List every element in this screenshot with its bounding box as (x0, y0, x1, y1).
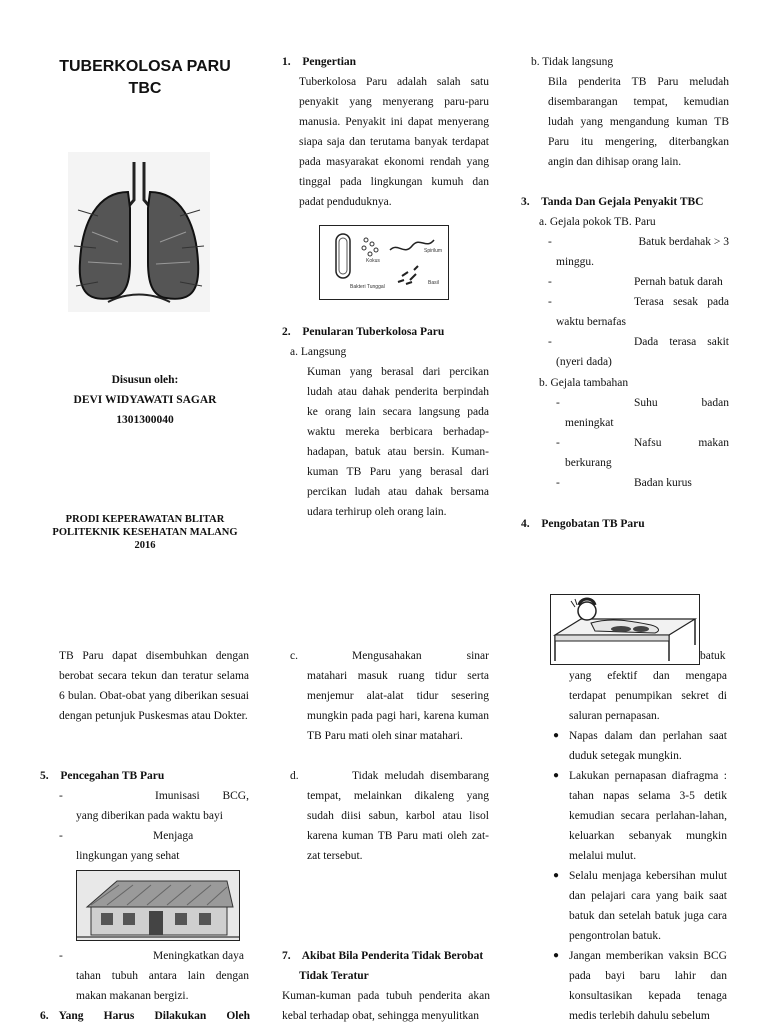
section3-sub-a-label: a. Gejala pokok TB. Paru (539, 216, 656, 228)
prevention-item-line2: lingkungan yang sehat (76, 850, 180, 862)
symptom-item: - Pernah batuk darah (548, 272, 729, 292)
prevention-item-line1: Imunisasi BCG, (155, 790, 249, 802)
section4-continuation: TB Paru dapat disembuhkan dengan berobat secara tekun dan teratur selama 6 bulan. Obat-obat yang diberikan sesuai dengan petunjuk Puskesmas atau Dokter. (59, 650, 249, 722)
bacteria-label-tunggal: Bakteri Tunggal (350, 284, 385, 290)
symptom-item-line1: Terasa sesak pada (634, 296, 729, 308)
prevention-item-line1: Menjaga (153, 830, 194, 842)
symptom-item-line1: Dada terasa sakit (634, 336, 729, 348)
section1-text: Tuberkolosa Paru adalah salah satu penyakit yang menyerang paru-paru manusia. Penyakit ini dapat menyerang siapa saja dan terutama banyak terdapat pada masyarakat ekonomi rendah yang tinggal pada lingkungan kumuh dan padat penduduknya. (299, 76, 489, 208)
symptom-extra-line2: meningkat (565, 417, 614, 429)
cover-title (40, 56, 250, 100)
house-sketch-icon (76, 870, 240, 941)
bacteria-label-basil: Basil (428, 280, 439, 286)
section2-sub-b-text: Bila penderita TB Paru meludah disembarangan tempat, kemudian ludah yang mengandung kuman TB Paru itu mengering, diterbangkan angin dan dihisap orang lain. (548, 76, 729, 168)
advice-list (553, 726, 727, 1026)
symptom-extra-item: - Badan kurus (556, 473, 729, 493)
section5-heading (40, 766, 250, 786)
cover-credits (40, 370, 250, 430)
prevention-c-label: c. (290, 650, 298, 662)
prevention-d (290, 766, 490, 866)
cover-title-line1: TUBERKOLOSA PARU (59, 58, 231, 75)
section7-title-line1: Akibat Bila Penderita Tidak Berobat (301, 950, 484, 962)
advice-item-text: Napas dalam dan perlahan saat duduk setegak mungkin. (569, 730, 727, 762)
prevention-item-line1: Meningkatkan daya (153, 950, 245, 962)
section5-title: Pencegahan TB Paru (60, 770, 165, 782)
section7-text: Kuman-kuman pada tubuh penderita akan kebal terhadap obat, sehingga menyulitkan (282, 990, 490, 1022)
section3-b-list (556, 393, 729, 493)
section3-heading (521, 192, 736, 212)
section7-title-line2: Tidak Teratur (299, 970, 369, 982)
section1-title: Pengertian (302, 56, 357, 68)
prevention-item-line2: yang diberikan pada waktu bayi (76, 810, 223, 822)
batuk-word: batuk (700, 650, 726, 662)
prevention-c-text: Mengusahakan sinar matahari masuk ruang tidur serta menjemur alat-alat tidur sesering mungkin pada pagi hari, karena kuman TB Paru mati oleh sinar matahari. (307, 650, 489, 742)
section3-number: 3. (521, 196, 530, 208)
advice-item-text: Jangan memberikan vaksin BCG pada bayi baru lahir dan konsultasikan kepada tenaga medis terlebih dahulu sebelum (569, 950, 727, 1022)
section5-number: 5. (40, 770, 49, 782)
section3-a-list (548, 232, 729, 372)
symptom-item: - Batuk berdahak > 3 minggu. (548, 232, 729, 272)
symptom-item-line1: Batuk berdahak > 3 (638, 236, 729, 248)
symptom-extra-item: - Nafsu makan berkurang (556, 433, 729, 473)
section2-sub-a-text: Kuman yang berasal dari percikan ludah atau dahak penderita berpindah ke orang lain secara langsung pada waktu mereka berbicara berhadap-hadapan, batuk atau bersin. Kuman-kuman TB Paru yang berasal dari percikan ludah atau dahak bersama udara terhirup oleh orang lain. (307, 366, 489, 518)
prepared-by-label: Disusun oleh: (111, 374, 179, 386)
section3-sub-b-label: b. Gejala tambahan (539, 377, 629, 389)
advice-item: ● Jangan memberikan vaksin BCG pada bayi baru lahir dan konsultasikan kepada tenaga medis terlebih dahulu sebelum (553, 946, 727, 1026)
prevention-item-line2: tahan tubuh antara lain dengan makan makanan bergizi. (76, 970, 249, 1002)
section6-title: Yang Harus Dilakukan Oleh (58, 1010, 250, 1022)
symptom-item-line1: Pernah batuk darah (634, 276, 723, 288)
bacteria-label-kokus: Kokus (366, 258, 380, 264)
symptom-extra-word2: badan (701, 397, 729, 409)
prevention-d-text: Tidak meludah disembarang tempat, melainkan dikaleng yang sudah diisi sabun, karbol atau lisol karena kuman TB Paru mati oleh zat-zat tersebut. (307, 770, 489, 862)
symptom-item: - Dada terasa sakit (nyeri dada) (548, 332, 729, 372)
batuk-continuation: yang efektif dan mengapa terdapat penumpikan sekret di saluran pernapasan. (569, 670, 727, 722)
patient-in-bed-icon (550, 594, 700, 665)
advice-item: ● Napas dalam dan perlahan saat duduk setegak mungkin. (553, 726, 727, 766)
section6-number: 6. (40, 1010, 49, 1022)
symptom-item-line2: waktu bernafas (556, 316, 626, 328)
section7-number: 7. (282, 950, 291, 962)
section2-title: Penularan Tuberkolosa Paru (302, 326, 445, 338)
section4-number: 4. (521, 518, 530, 530)
section1-heading (282, 52, 492, 72)
advice-item: ● Selalu menjaga kebersihan mulut dan pelajari cara yang baik saat batuk dan setelah batuk juga cara pengontrolan batuk. (553, 866, 727, 946)
cover-institution (40, 513, 250, 552)
advice-item: ● Lakukan pernapasan diafragma : tahan napas selama 3-5 detik kemudian secara perlahan-lahan, keluarkan sebanyak mungkin melalui mulut. (553, 766, 727, 866)
prevention-item: - Imunisasi BCG, yang diberikan pada waktu bayi - Menjaga lingkungan yang sehat (59, 786, 249, 866)
section2-sub-b-label: b. Tidak langsung (531, 56, 614, 68)
section1-number: 1. (282, 56, 291, 68)
cover-year: 2016 (134, 540, 156, 551)
prevention-c (290, 646, 490, 746)
bacteria-shapes-icon (319, 225, 449, 300)
section2-heading (282, 322, 492, 342)
symptom-item-line2: minggu. (556, 256, 595, 268)
student-id: 1301300040 (116, 414, 174, 426)
bacteria-label-spirilum: Spirilum (424, 248, 443, 254)
section3-title: Tanda Dan Gejala Penyakit TBC (541, 196, 704, 208)
symptom-extra-word1: Nafsu (634, 437, 662, 449)
symptom-extra-word2: makan (698, 437, 729, 449)
section7-heading (282, 946, 492, 986)
prevention-d-label: d. (290, 770, 299, 782)
symptom-item-line2: (nyeri dada) (556, 356, 612, 368)
section4-heading (521, 514, 736, 534)
section2-number: 2. (282, 326, 291, 338)
prodi-name: PRODI KEPERAWATAN BLITAR (65, 514, 225, 525)
advice-item-text: Selalu menjaga kebersihan mulut dan pelajari cara yang baik saat batuk dan setelah batuk juga cara pengontrolan batuk. (569, 870, 727, 942)
section6-heading (40, 1006, 250, 1026)
lungs-anatomy-icon (68, 152, 210, 312)
cover-title-line2: TBC (128, 80, 162, 97)
symptom-extra-word1: Badan kurus (634, 477, 692, 489)
advice-item-text: Lakukan pernapasan diafragma : tahan napas selama 3-5 detik kemudian secara perlahan-lahan, keluarkan sebanyak mungkin melalui mulut. (569, 770, 727, 862)
section2-sub-a-label: a. Langsung (290, 346, 347, 358)
symptom-item: - Terasa sesak pada waktu bernafas (548, 292, 729, 332)
author-name: DEVI WIDYAWATI SAGAR (73, 394, 217, 406)
section4-title: Pengobatan TB Paru (541, 518, 645, 530)
symptom-extra-item: - Suhu badan meningkat (556, 393, 729, 433)
prevention-item: - Meningkatkan daya tahan tubuh antara lain dengan makan makanan bergizi. (59, 946, 249, 1006)
symptom-extra-word1: Suhu (634, 397, 658, 409)
institution-name: POLITEKNIK KESEHATAN MALANG (52, 527, 238, 538)
symptom-extra-line2: berkurang (565, 457, 612, 469)
